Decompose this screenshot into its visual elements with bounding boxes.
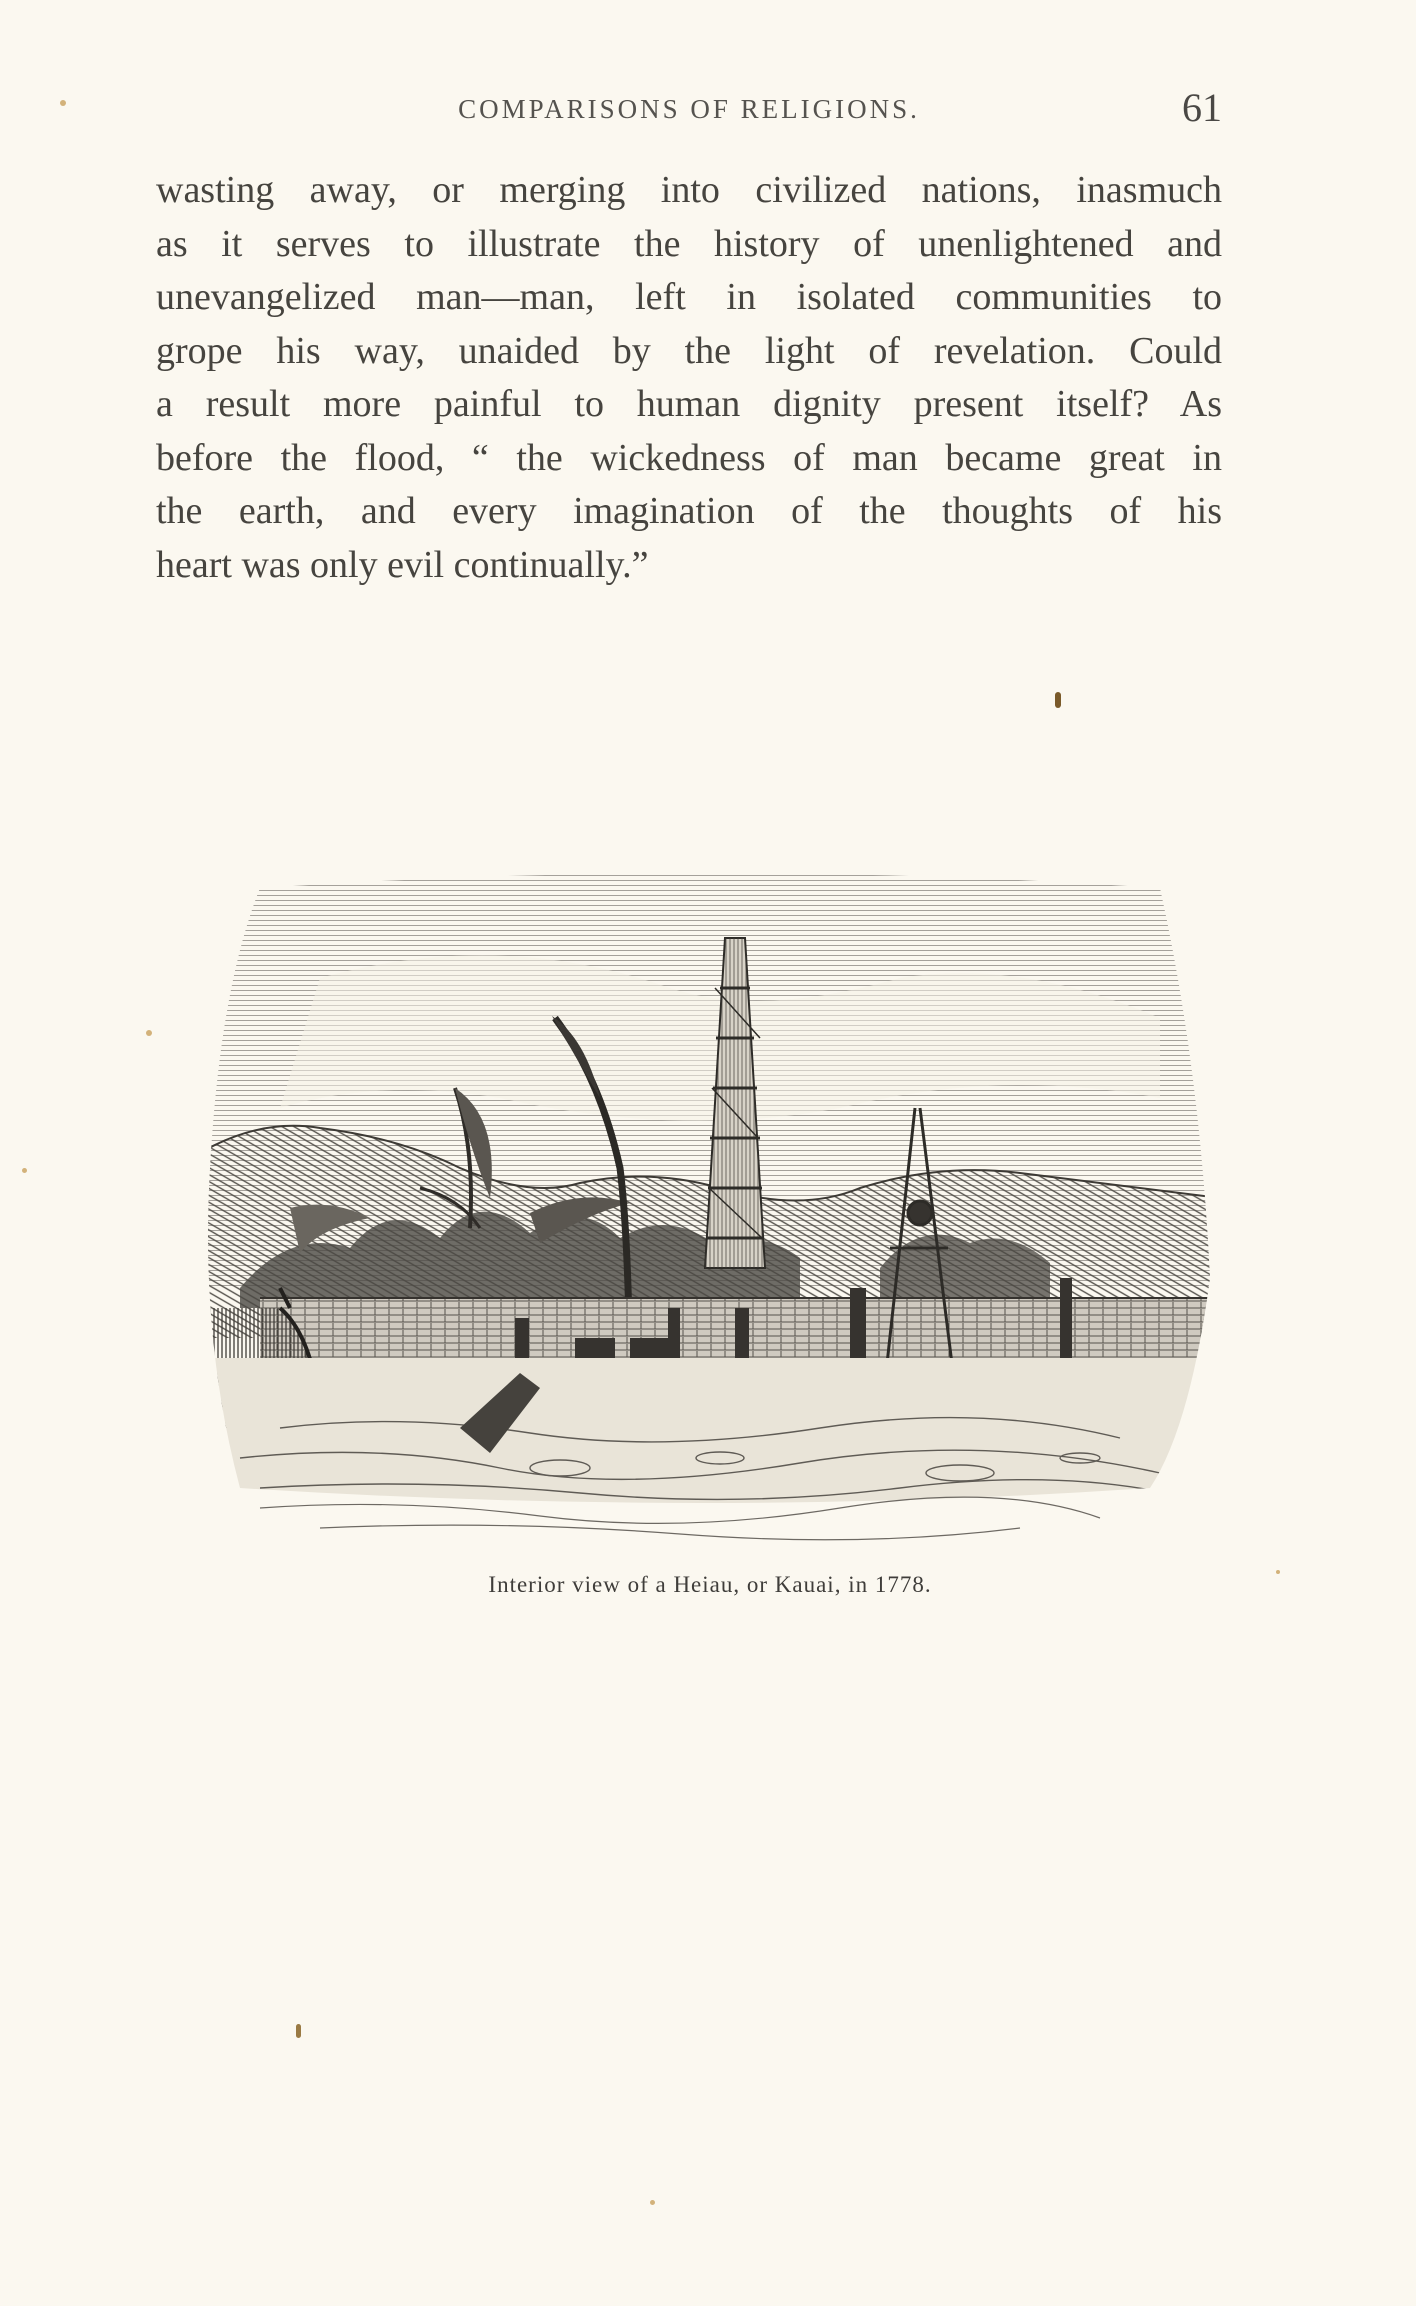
engraving-scene xyxy=(200,868,1220,1558)
running-title: COMPARISONS OF RELIGIONS. xyxy=(458,94,920,124)
paper-stain xyxy=(650,2200,655,2205)
text-line: grope his way, unaided by the light of revelation. Could xyxy=(156,329,1222,372)
text-line: the earth, and every imagination of the thoughts of his xyxy=(156,490,1222,532)
text-line: wasting away, or merging into civilized nations, inasmuch xyxy=(156,169,1222,211)
text-line: unevangelized man—man, left in isolated communities to xyxy=(156,276,1222,318)
paper-stain xyxy=(146,1030,152,1036)
figure-caption: Interior view of a Heiau, or Kauai, in 1778. xyxy=(488,1572,932,1597)
page-number: 61 xyxy=(1182,85,1222,130)
running-head xyxy=(156,84,1222,144)
text-line: heart was only evil continually.” xyxy=(156,543,649,586)
heiau-engraving xyxy=(200,868,1220,1558)
text-line: as it serves to illustrate the history of unenlightened and xyxy=(156,222,1222,265)
text-line: a result more painful to human dignity present itself? As xyxy=(156,383,1222,425)
paper-stain xyxy=(1055,692,1061,708)
paper-stain xyxy=(296,2024,301,2038)
paper-stain xyxy=(60,100,66,106)
paper-stain xyxy=(22,1168,27,1173)
body-paragraph xyxy=(156,164,1222,592)
paper-stain xyxy=(1276,1570,1280,1574)
text-line: before the flood, “ the wickedness of man became great in xyxy=(156,436,1222,479)
